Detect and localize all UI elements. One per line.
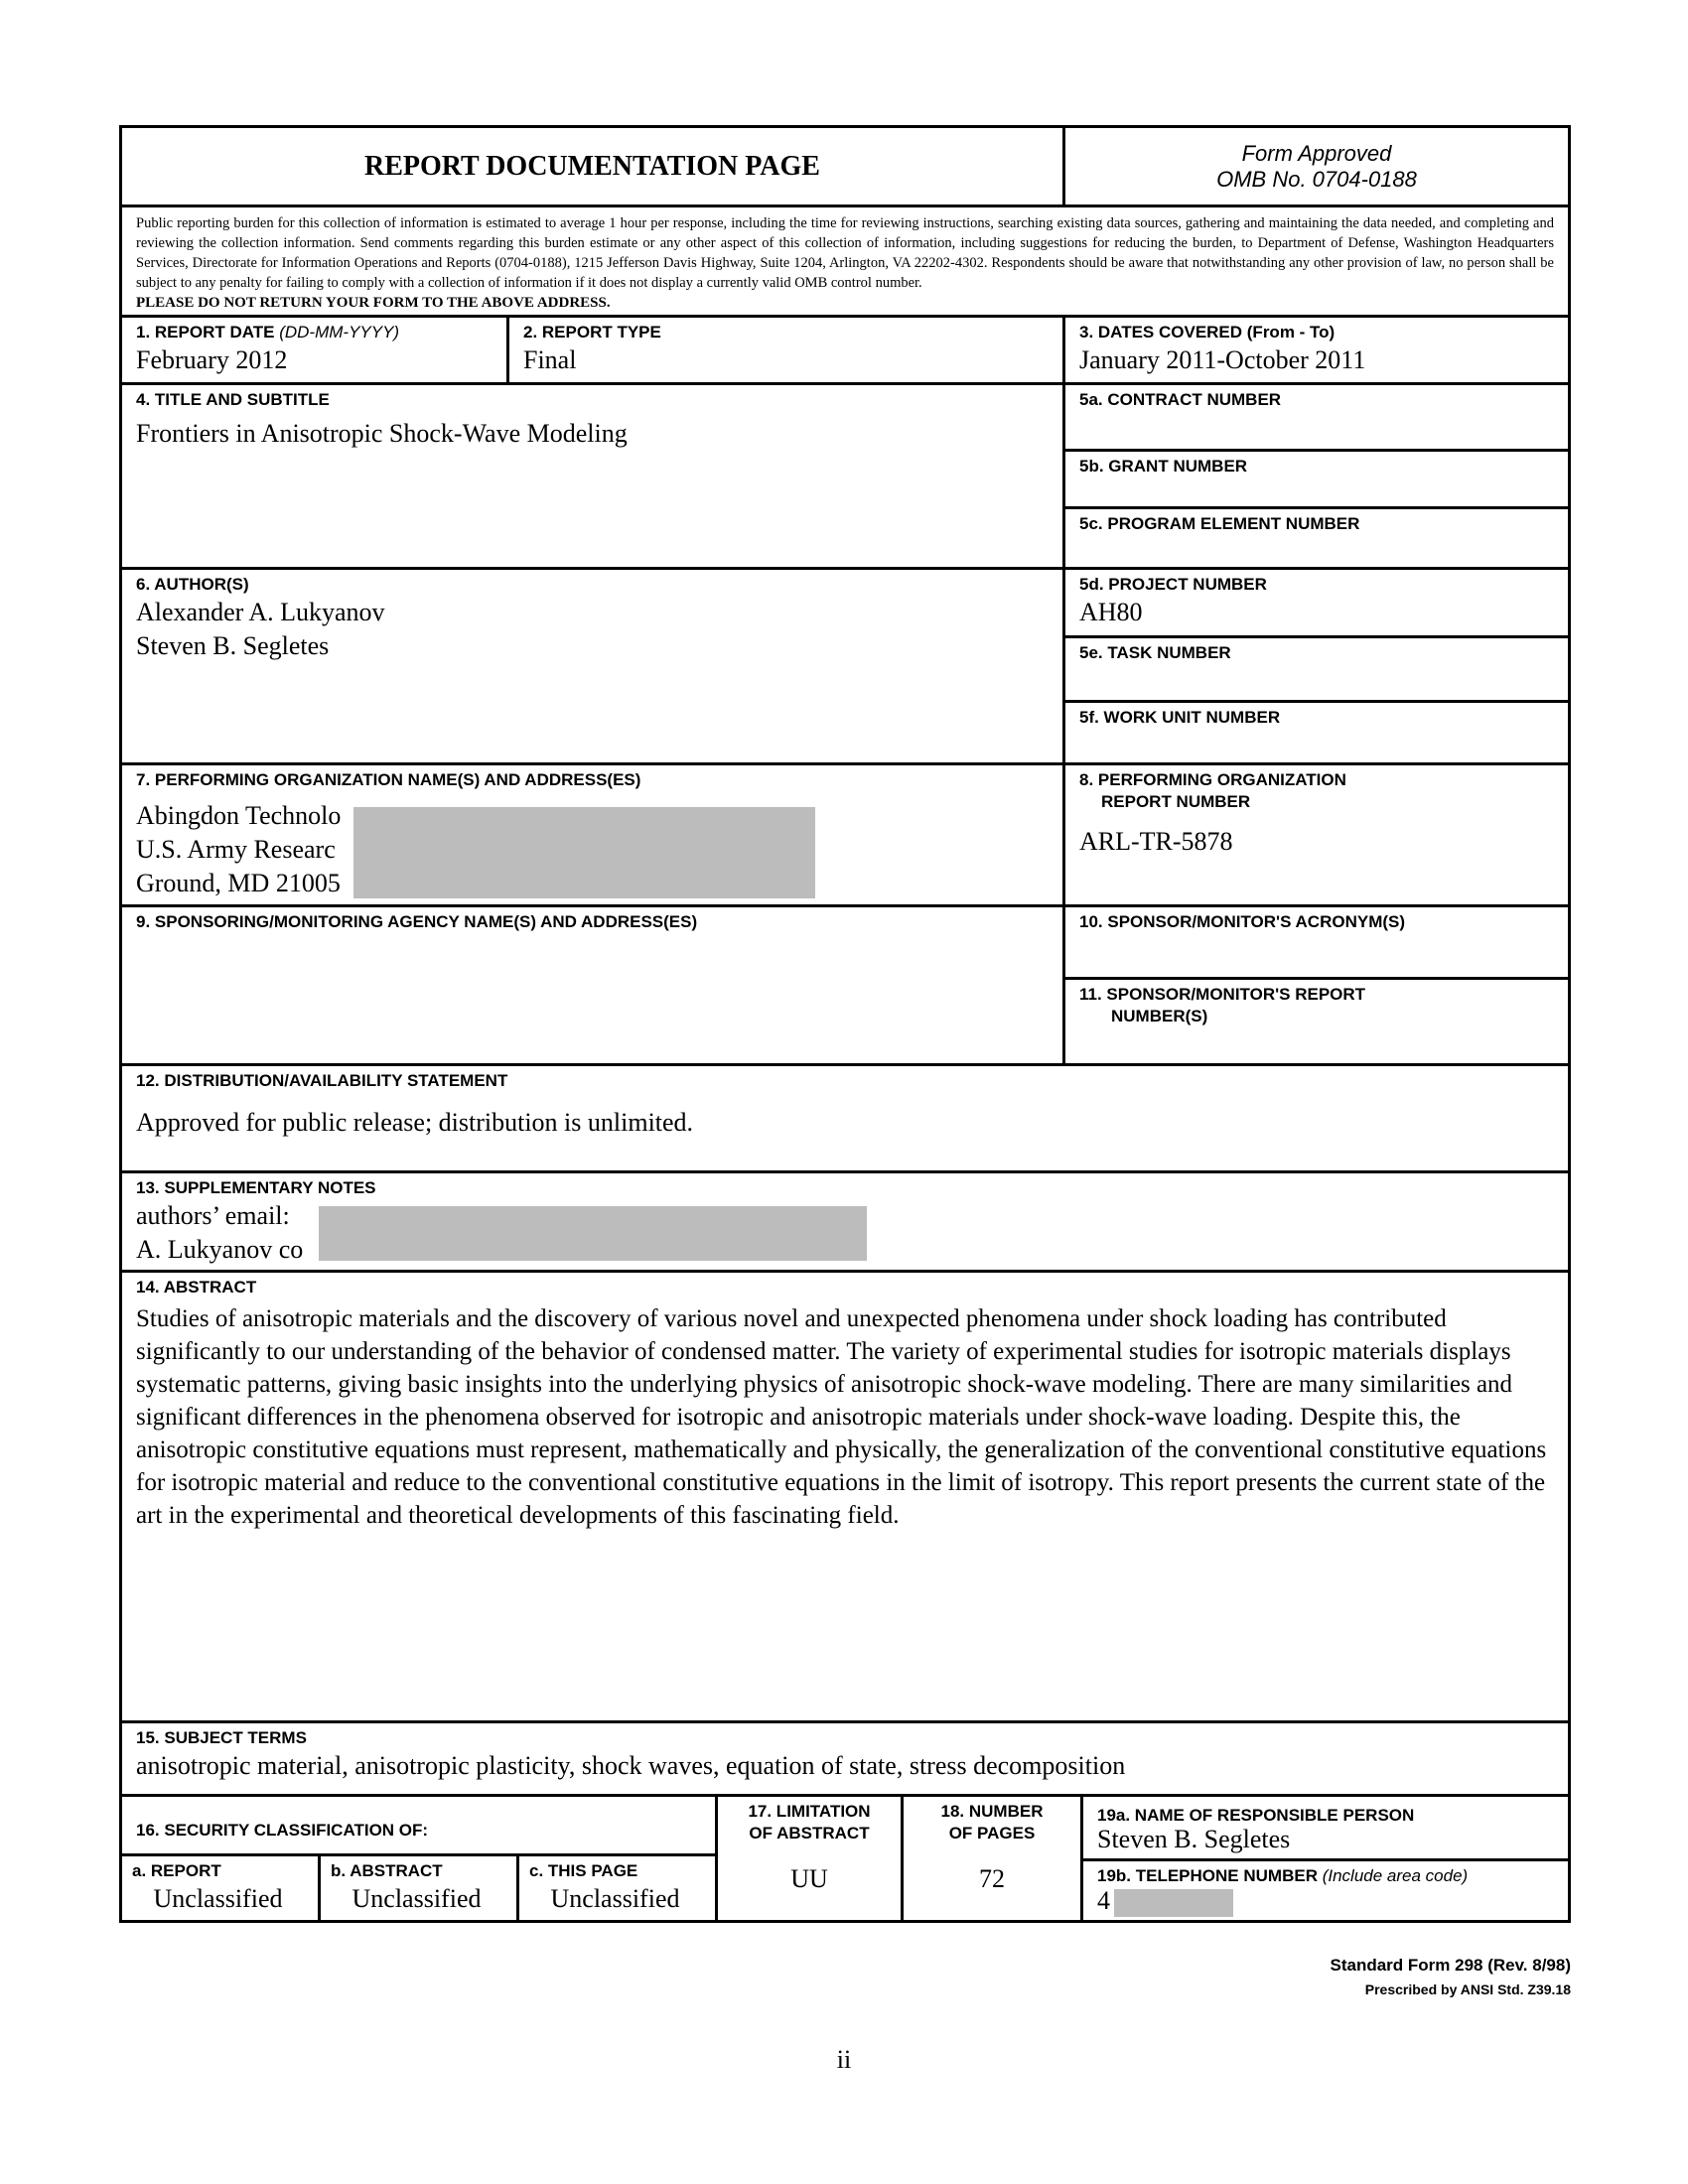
row-authors xyxy=(122,567,1568,762)
telephone-label: 19b. TELEPHONE NUMBER xyxy=(1097,1866,1318,1885)
title-subtitle-label: 4. TITLE AND SUBTITLE xyxy=(136,390,330,409)
report-type-label: 2. REPORT TYPE xyxy=(523,323,661,341)
authors-label: 6. AUTHOR(S) xyxy=(136,575,249,594)
field-report-type[interactable] xyxy=(506,318,1062,382)
security-label: 16. SECURITY CLASSIFICATION OF: xyxy=(136,1821,429,1840)
work-unit-label: 5f. WORK UNIT NUMBER xyxy=(1079,708,1281,727)
supplementary-line-2: A. Lukyanov co xyxy=(136,1235,304,1264)
row-classification xyxy=(122,1794,1568,1920)
report-documentation-form xyxy=(119,125,1571,1923)
author-2: Steven B. Segletes xyxy=(136,631,330,660)
security-this-page-value: Unclassified xyxy=(550,1884,680,1913)
performing-org-label: 7. PERFORMING ORGANIZATION NAME(S) AND ADDRESS(ES) xyxy=(136,770,641,789)
distribution-value: Approved for public release; distribution is unlimited. xyxy=(136,1108,694,1137)
title-subtitle-value: Frontiers in Anisotropic Shock-Wave Modeling xyxy=(136,419,628,448)
num-pages-label-2: OF PAGES xyxy=(948,1824,1036,1843)
field-report-date[interactable] xyxy=(122,318,506,382)
supplementary-label: 13. SUPPLEMENTARY NOTES xyxy=(136,1178,376,1197)
field-security-report[interactable] xyxy=(122,1856,318,1920)
sponsor-column xyxy=(1062,907,1568,1063)
row-sponsoring xyxy=(122,904,1568,1063)
field-title-subtitle[interactable] xyxy=(122,385,1062,567)
burden-statement xyxy=(122,207,1568,315)
field-dates-covered[interactable] xyxy=(1062,318,1568,382)
burden-warning: PLEASE DO NOT RETURN YOUR FORM TO THE ABOVE ADDRESS. xyxy=(136,295,611,311)
security-report-value: Unclassified xyxy=(153,1884,283,1913)
security-abstract-label: b. ABSTRACT xyxy=(331,1861,443,1880)
report-date-hint: (DD-MM-YYYY) xyxy=(279,323,400,341)
field-limitation[interactable] xyxy=(715,1797,901,1920)
security-this-page-label: c. THIS PAGE xyxy=(529,1861,638,1880)
abstract-label: 14. ABSTRACT xyxy=(136,1278,257,1297)
contract-number-label: 5a. CONTRACT NUMBER xyxy=(1079,390,1282,409)
field-sponsor-report[interactable] xyxy=(1065,977,1568,1063)
field-performing-org[interactable] xyxy=(122,765,1062,904)
field-abstract[interactable] xyxy=(122,1273,1568,1720)
redaction-block xyxy=(353,807,815,898)
sponsor-report-label-2: NUMBER(S) xyxy=(1111,1007,1208,1025)
responsible-column xyxy=(1080,1797,1568,1920)
header-title-cell xyxy=(122,128,1062,205)
supplementary-line-1: authors’ email: xyxy=(136,1201,290,1230)
burden-row xyxy=(122,205,1568,315)
dates-covered-value: January 2011-October 2011 xyxy=(1079,345,1366,374)
report-type-value: Final xyxy=(523,345,577,374)
telephone-hint: (Include area code) xyxy=(1322,1866,1469,1885)
task-number-label: 5e. TASK NUMBER xyxy=(1079,643,1231,662)
form-approved-label: Form Approved xyxy=(1241,140,1392,166)
num-pages-value: 72 xyxy=(979,1864,1005,1893)
sponsor-report-label-1: 11. SPONSOR/MONITOR'S REPORT xyxy=(1079,985,1366,1004)
field-authors[interactable] xyxy=(122,570,1062,762)
security-classification xyxy=(122,1797,715,1920)
field-work-unit[interactable] xyxy=(1065,700,1568,762)
project-number-value: AH80 xyxy=(1079,598,1143,626)
numbers-column-b xyxy=(1062,570,1568,762)
dates-covered-label: 3. DATES COVERED (From - To) xyxy=(1079,323,1336,341)
subject-terms-value: anisotropic material, anisotropic plasticity, shock waves, equation of state, stress decomposition xyxy=(136,1751,1126,1780)
omb-cell xyxy=(1062,128,1568,205)
field-program-element[interactable] xyxy=(1065,506,1568,567)
report-date-value: February 2012 xyxy=(136,345,288,374)
program-element-label: 5c. PROGRAM ELEMENT NUMBER xyxy=(1079,514,1360,533)
num-pages-label-1: 18. NUMBER xyxy=(940,1802,1044,1821)
field-performing-report[interactable] xyxy=(1062,765,1568,904)
row-title xyxy=(122,382,1568,567)
distribution-label: 12. DISTRIBUTION/AVAILABILITY STATEMENT xyxy=(136,1071,508,1090)
row-distribution xyxy=(122,1063,1568,1170)
field-security-abstract[interactable] xyxy=(318,1856,516,1920)
field-distribution[interactable] xyxy=(122,1066,1568,1170)
header-row xyxy=(122,128,1568,205)
security-header xyxy=(122,1797,715,1853)
limitation-value: UU xyxy=(790,1864,828,1893)
redaction-block xyxy=(1114,1889,1233,1917)
page-number: ii xyxy=(836,2045,852,2074)
page-title: REPORT DOCUMENTATION PAGE xyxy=(364,150,820,182)
field-supplementary[interactable] xyxy=(122,1173,1568,1270)
responsible-person-label: 19a. NAME OF RESPONSIBLE PERSON xyxy=(1097,1806,1415,1825)
subject-terms-label: 15. SUBJECT TERMS xyxy=(136,1728,307,1747)
field-num-pages[interactable] xyxy=(901,1797,1080,1920)
field-telephone[interactable] xyxy=(1083,1858,1568,1920)
row-performing xyxy=(122,762,1568,904)
row-subject-terms xyxy=(122,1720,1568,1794)
burden-text: Public reporting burden for this collection of information is estimated to average 1 hour per response, including the time for reviewing instructions, searching existing data sources, gathering and maintaining the data needed, and completing and reviewing the collection information. Send comments regarding this burden estimate or any other aspect of this collection of information, including suggestions for reducing the burden, to Department of Defense, Washington Headquarters Services, Directorate for Information Operations and Reports (0704-0188), 1215 Jefferson Davis Highway, Suite 1204, Arlington, VA 22202-4302. Respondents should be aware that notwithstanding any other provision of law, no person shall be subject to any penalty for failing to comply with a collection of information if it does not display a currently valid OMB control number. xyxy=(136,215,1554,291)
field-security-this-page[interactable] xyxy=(516,1856,715,1920)
telephone-value: 4 xyxy=(1097,1886,1110,1915)
report-date-label: 1. REPORT DATE xyxy=(136,323,275,341)
row-supplementary xyxy=(122,1170,1568,1270)
field-project-number[interactable] xyxy=(1065,570,1568,635)
grant-number-label: 5b. GRANT NUMBER xyxy=(1079,457,1248,476)
field-sponsor-acronym[interactable] xyxy=(1065,907,1568,977)
abstract-value: Studies of anisotropic materials and the discovery of various novel and unexpected phenomena under shock loading has contributed significantly to our understanding of the behavior of condensed matter. The variety of experimental studies for isotropic materials displays systematic patterns, giving basic insights into the underlying physics of anisotropic shock-wave modeling. There are many similarities and significant differences in the phenomena observed for isotropic and anisotropic materials under shock-wave loading. Despite this, the anisotropic constitutive equations must represent, mathematically and physically, the generalization of the conventional constitutive equations for isotropic material and reduce to the conventional constitutive equations in the limit of isotropy. This report presents the current state of the art in the experimental and theoretical developments of this fascinating field. xyxy=(136,1305,1547,1529)
sponsoring-agency-label: 9. SPONSORING/MONITORING AGENCY NAME(S) AND ADDRESS(ES) xyxy=(136,912,698,931)
form-id: Standard Form 298 (Rev. 8/98) xyxy=(1330,1956,1571,1975)
security-report-label: a. REPORT xyxy=(132,1861,221,1880)
limitation-label-2: OF ABSTRACT xyxy=(749,1824,870,1843)
row-abstract xyxy=(122,1270,1568,1720)
security-abstract-value: Unclassified xyxy=(352,1884,482,1913)
responsible-person-value: Steven B. Segletes xyxy=(1097,1825,1291,1853)
field-task-number[interactable] xyxy=(1065,635,1568,700)
sponsor-acronym-label: 10. SPONSOR/MONITOR'S ACRONYM(S) xyxy=(1079,912,1406,931)
performing-org-line-2: U.S. Army Researc xyxy=(136,835,336,864)
limitation-label-1: 17. LIMITATION xyxy=(748,1802,871,1821)
row-dates xyxy=(122,315,1568,382)
project-number-label: 5d. PROJECT NUMBER xyxy=(1079,575,1267,594)
performing-report-value: ARL-TR-5878 xyxy=(1079,827,1233,856)
author-1: Alexander A. Lukyanov xyxy=(136,598,385,626)
field-sponsoring-agency[interactable] xyxy=(122,907,1062,1063)
performing-report-label-2: REPORT NUMBER xyxy=(1101,792,1251,811)
performing-report-label-1: 8. PERFORMING ORGANIZATION xyxy=(1079,770,1346,789)
field-contract-number[interactable] xyxy=(1065,385,1568,449)
numbers-column-a xyxy=(1062,385,1568,567)
prescribed-standard: Prescribed by ANSI Std. Z39.18 xyxy=(1364,1981,1571,1997)
performing-org-line-1: Abingdon Technolo xyxy=(136,801,342,830)
redaction-block xyxy=(319,1206,867,1261)
field-subject-terms[interactable] xyxy=(122,1723,1568,1794)
field-grant-number[interactable] xyxy=(1065,449,1568,506)
field-responsible-person[interactable] xyxy=(1083,1797,1568,1858)
security-subfields xyxy=(122,1853,715,1920)
omb-number: OMB No. 0704-0188 xyxy=(1216,166,1417,192)
performing-org-line-3: Ground, MD 21005 xyxy=(136,869,341,897)
